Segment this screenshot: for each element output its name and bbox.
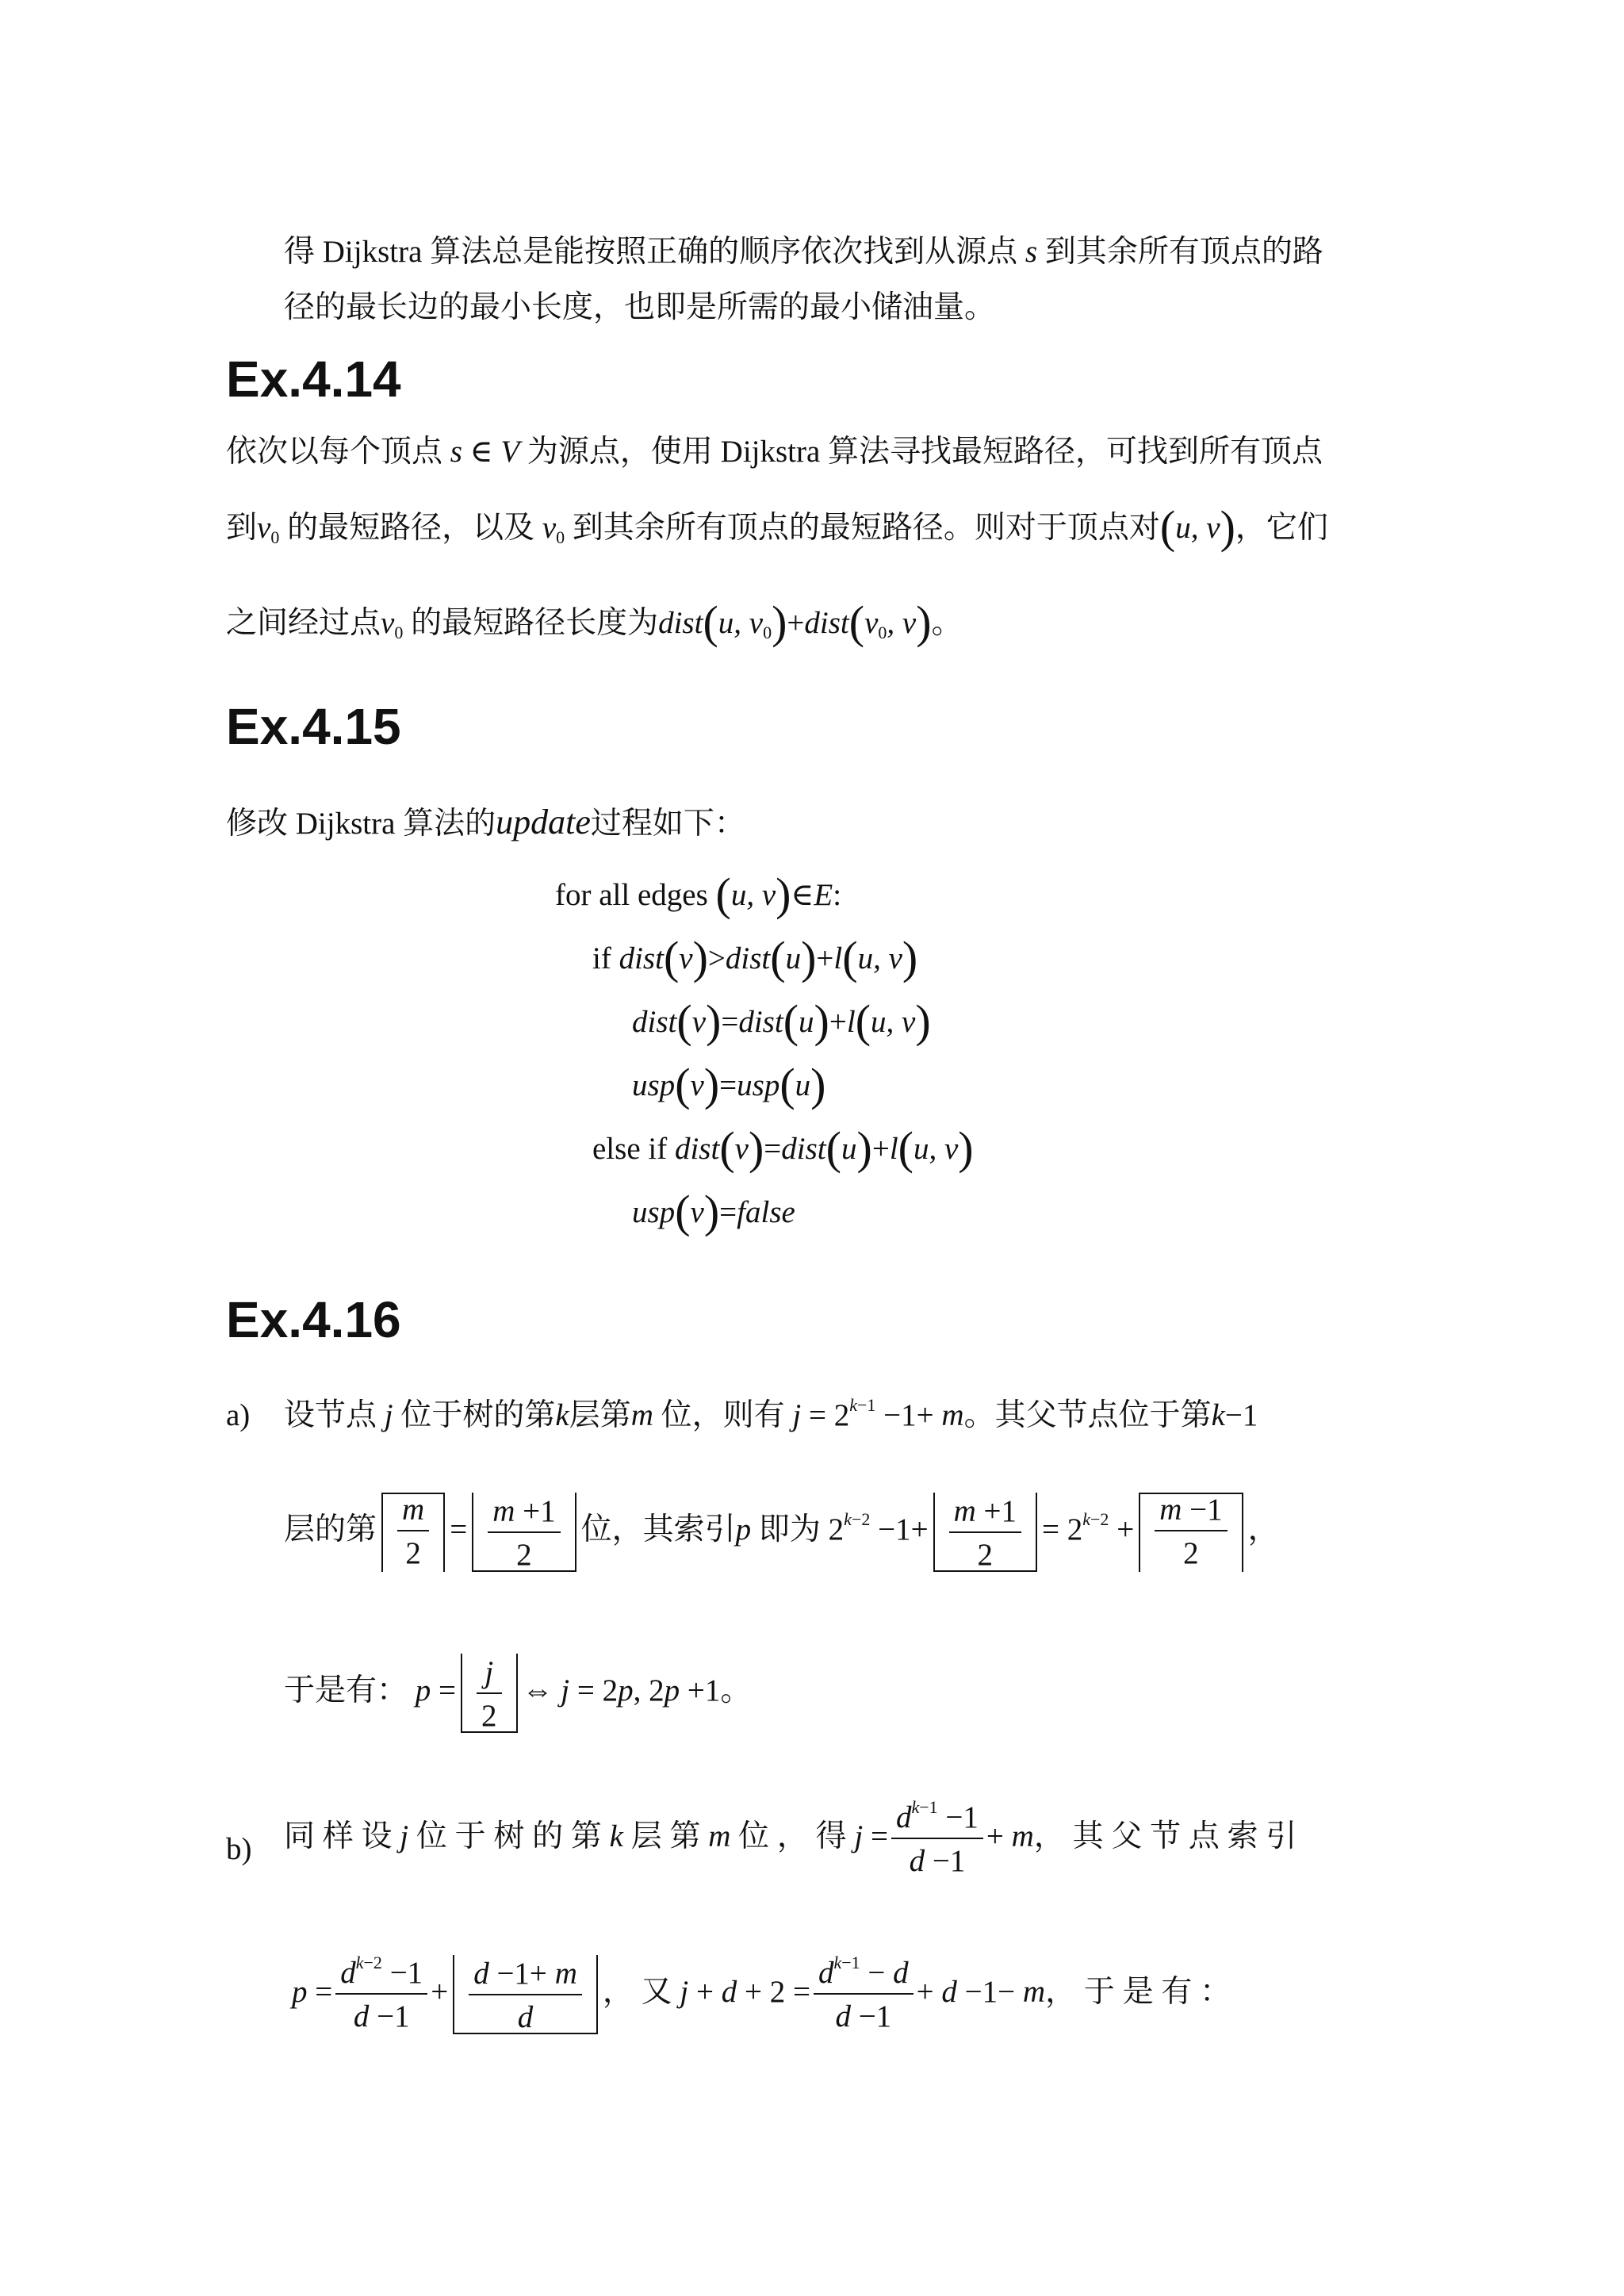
paragraph-line: 于是有： p = $\frac{j}{2}$ ⇔ j = 2p, 2p +1。 xyxy=(284,1655,752,1733)
algo-line-3: dist(v)=dist(u)+l(u, v) xyxy=(632,995,931,1047)
floor-bracket: $\frac{m +1}{2}$ xyxy=(933,1493,1037,1572)
item-b-line-1: b) xyxy=(226,1832,252,1866)
item-a-line-1: a) xyxy=(226,1398,251,1432)
floor-bracket: $\frac{j}{2}$ xyxy=(461,1654,518,1733)
section-heading: Ex.4.15 xyxy=(226,698,401,755)
floor-bracket: $\frac{d -1+ m}{d}$ xyxy=(453,1955,598,2034)
algo-line-6: usp(v)=false xyxy=(632,1186,795,1237)
section-heading: Ex.4.14 xyxy=(226,351,401,408)
algorithm-block xyxy=(555,868,974,1257)
paragraph-line: 修改 Dijkstra 算法的update过程如下： xyxy=(226,803,745,841)
algo-line-4: usp(v)=usp(u) xyxy=(632,1059,826,1110)
algo-line-5: else if dist(v)=dist(u)+l(u, v) xyxy=(592,1122,974,1174)
paragraph-line: 到$v_0$ 的最短路径，以及 $v_0$ 到其余所有顶点的最短路径。则对于顶点对(u, v)，它们 xyxy=(226,501,1328,553)
paragraph-line: 同 样 设 j 位 于 树 的 第 k 层 第 m 位 ， 得 j = $\frac{d^{k-1} -1}{d -1}$ + m， 其 父 节 点 索 引 xyxy=(284,1797,1297,1878)
section-heading: Ex.4.16 xyxy=(226,1291,401,1348)
paragraph-line: 层的第 $\frac{m}{2}$ = $\frac{m +1}{2}$ 位，其索引p 即为 $2^{k-2} -1+$ $\frac{m +1}{2}$ = $2^{k-2}$ + $\frac{m -1}{2}$ ， xyxy=(284,1493,1279,1572)
paragraph-line: 之间经过点$v_0$ 的最短路径长度为dist(u, $v_0)+dist(v_0$, v)。 xyxy=(226,596,963,648)
paragraph-line: 得 Dijkstra 算法总是能按照正确的顺序依次找到从源点 s 到其余所有顶点的路 xyxy=(284,235,1323,269)
paragraph-line: 依次以每个顶点 s ∈ V 为源点，使用 Dijkstra 算法寻找最短路径，可找到所有顶点 xyxy=(226,435,1323,469)
paragraph-line: p = $\frac{d^{k-2} -1}{d -1}$ + $\frac{d -1+ m}{d}$ ， 又 j + d + 2 = $\frac{d^{k-1} - d}{d -1}$ + d −1− m， 于 是 有 ： xyxy=(292,1953,1231,2034)
ceil-bracket: $\frac{m -1}{2}$ xyxy=(1139,1493,1243,1572)
paragraph-line: 设节点 j 位于树的第k层第m 位，则有 $j = 2^{k-1} -1+ m$。其父节点位于第k−1 xyxy=(284,1395,1258,1432)
algo-line-2: if dist(v)>dist(u)+l(u, v) xyxy=(592,932,918,983)
floor-bracket: $\frac{m +1}{2}$ xyxy=(472,1493,576,1572)
paragraph-line: 径的最长边的最小长度，也即是所需的最小储油量。 xyxy=(284,290,996,324)
algo-line-1: for all edges (u, v)∈E: xyxy=(555,868,842,920)
ceil-bracket: $\frac{m}{2}$ xyxy=(381,1493,445,1572)
